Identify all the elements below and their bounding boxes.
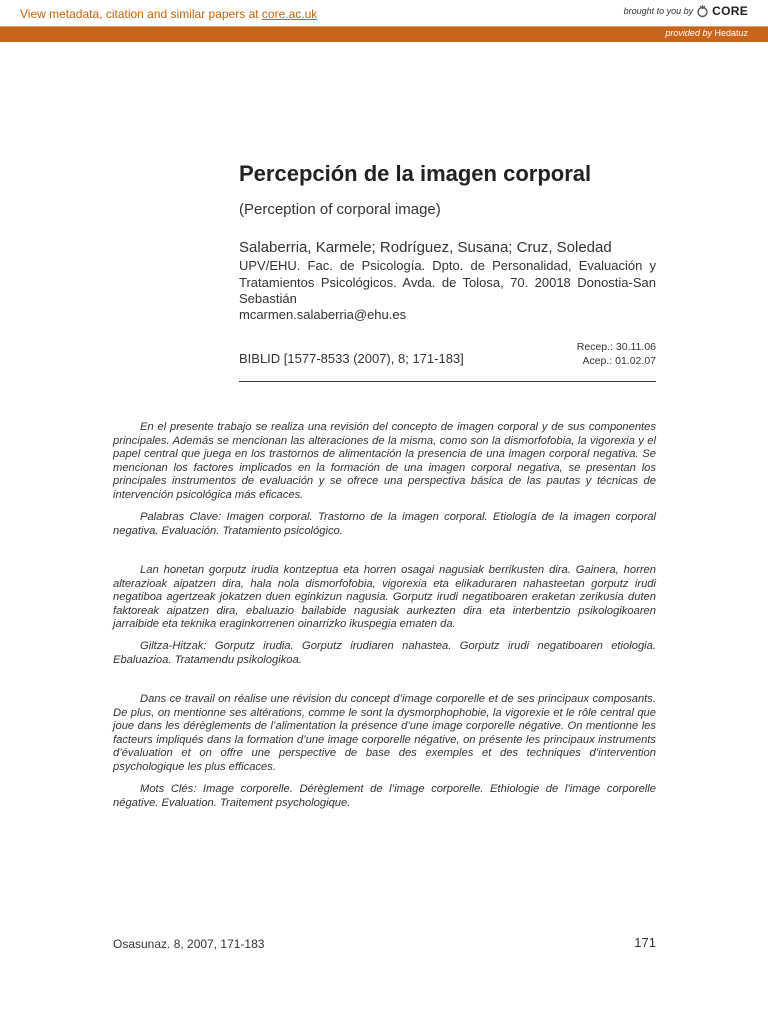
article-dates bbox=[577, 340, 656, 368]
core-brand[interactable] bbox=[624, 4, 748, 18]
biblid: BIBLID [1577-8533 (2007), 8; 171-183] bbox=[239, 351, 464, 366]
provider-name[interactable]: Hedatuz bbox=[714, 28, 748, 38]
article-authors: Salaberria, Karmele; Rodríguez, Susana; Cruz, Soledad bbox=[239, 239, 612, 256]
core-metadata-prefix: View metadata, citation and similar papers at bbox=[20, 7, 262, 21]
core-logo-icon bbox=[696, 4, 709, 18]
keywords-fr: Mots Clés: Image corporelle. Dérèglement de l’image corporelle. Ethiologie de l’image corporelle négative. Evaluation. Traitement psychologique. bbox=[113, 783, 656, 809]
keywords-eu: Giltza-Hitzak: Gorputz irudia. Gorputz irudiaren nahastea. Gorputz irudi negatiboaren etiologia. Ebaluazioa. Tratamendu psikologikoa. bbox=[113, 640, 656, 666]
page-number: 171 bbox=[634, 935, 656, 950]
abstract-eu: Lan honetan gorputz irudia kontzeptua eta horren osagai nagusiak berrikusten dira. Gainera, horren alterazioak aipatzen dira, hala nola dismorfofobia, vigorexia eta elikaduraren nahasteetan gorputz irudi negatiboa agertzeak jokatzen duen eginkizun nagusia. Gorputz irudi negatiboaren eraketan zerikusia duten faktoreak aipatzen dira, ebaluazio bailabide nagusiak aurkezten dira eta interbentzio psikologikoaren jarraibide eta teknika eraginkorrenen oinarrizko ikuspegia ematen da. bbox=[113, 564, 656, 631]
abstract-es: En el presente trabajo se realiza una revisión del concepto de imagen corporal y de sus componentes principales. Además se mencionan las alteraciones de la misma, como son la dismorfofobia, la vigorexia y el papel central que juega en los trastornos de alimentación la presencia de una imagen corporal negativa. Se mencionan los factores implicados en la formación de una imagen corporal negativa, se presentan los principales instrumentos de evaluación y se ofrece una perspectiva básica de las pautas y técnicas de intervención psicológica más eficaces. bbox=[113, 421, 656, 501]
accepted-date: Acep.: 01.02.07 bbox=[582, 355, 656, 367]
received-date: Recep.: 30.11.06 bbox=[576, 341, 656, 353]
core-link[interactable]: core.ac.uk bbox=[261, 7, 318, 21]
provided-by-label: provided by bbox=[665, 28, 712, 38]
brought-to-you-label: brought to you by bbox=[623, 6, 694, 16]
core-banner bbox=[0, 0, 768, 27]
provider-bar bbox=[0, 27, 768, 42]
header-divider bbox=[239, 381, 656, 382]
article-subtitle: (Perception of corporal image) bbox=[239, 201, 441, 218]
core-metadata-notice bbox=[20, 7, 317, 21]
keywords-es: Palabras Clave: Imagen corporal. Trastorno de la imagen corporal. Etiología de la imagen corporal negativa. Evaluación. Tratamiento psicológico. bbox=[113, 511, 656, 537]
article-title: Percepción de la imagen corporal bbox=[239, 161, 592, 186]
abstract-fr: Dans ce travail on réalise une révision du concept d’image corporelle et de ses principaux composants. De plus, on mentionne ses altérations, comme le sont la dysmorphophobie, la vigorexie et le rôle central que joue dans les dérèglements de l’alimentation la présence d’une image corporelle négative. On mentionne les facteurs impliqués dans la formation d’une image corporelle négative, on présente les principaux instruments d’évaluation et on offre une perspective de base des exemples et des techniques d’intervention psychologique les plus efficaces. bbox=[113, 693, 656, 773]
author-email: mcarmen.salaberria@ehu.es bbox=[239, 307, 407, 322]
provider-notice bbox=[665, 28, 748, 38]
core-brand-name: CORE bbox=[712, 4, 748, 18]
journal-citation: Osasunaz. 8, 2007, 171-183 bbox=[113, 937, 265, 951]
author-affiliation: UPV/EHU. Fac. de Psicología. Dpto. de Personalidad, Evaluación y Tratamientos Psicológicos. Avda. de Tolosa, 70. 20018 Donostia-San Sebastián bbox=[239, 258, 656, 306]
